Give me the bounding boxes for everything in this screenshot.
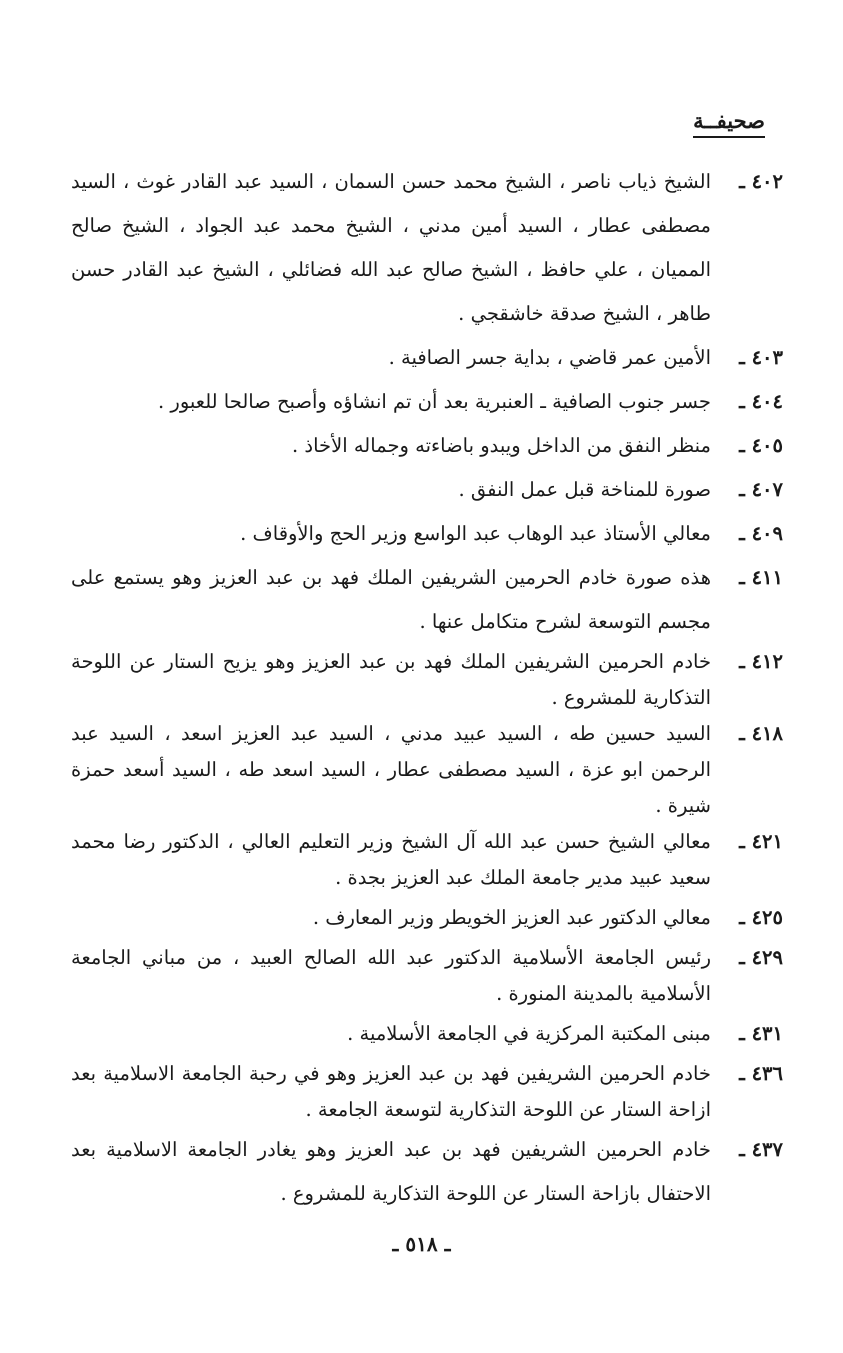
caption-entry-431 xyxy=(71,1012,783,1056)
entry-number: ٤١١ ـ xyxy=(739,566,783,589)
caption-entry-409 xyxy=(71,512,783,556)
entry-number: ٤١٨ ـ xyxy=(739,722,783,745)
entry-number: ٤٢١ ـ xyxy=(739,830,783,853)
entry-number: ٤٠٥ ـ xyxy=(739,434,783,457)
caption-entry-403 xyxy=(71,336,783,380)
caption-entry-429 xyxy=(71,940,783,1012)
caption-entry-425 xyxy=(71,896,783,940)
page-header-title: صحيفــة xyxy=(693,108,765,138)
entry-text: صورة للمناخة قبل عمل النفق . xyxy=(458,478,711,501)
caption-entry-411 xyxy=(71,556,783,644)
entry-number: ٤٠٩ ـ xyxy=(739,522,783,545)
entry-text: خادم الحرمين الشريفين فهد بن عبد العزيز وهو في رحبة الجامعة الاسلامية بعد ازاحة الستار عن اللوحة التذكارية لتوسعة الجامعة . xyxy=(71,1062,711,1121)
caption-entry-404 xyxy=(71,380,783,424)
entry-number: ٤٠٣ ـ xyxy=(739,346,783,369)
entry-text: منظر النفق من الداخل ويبدو باضاءته وجماله الأخاذ . xyxy=(292,434,711,457)
caption-entry-407 xyxy=(71,468,783,512)
entry-text: الأمين عمر قاضي ، بداية جسر الصافية . xyxy=(388,346,711,369)
entry-text: معالي الشيخ حسن عبد الله آل الشيخ وزير التعليم العالي ، الدكتور رضا محمد سعيد عبيد مدير جامعة الملك عبد العزيز بجدة . xyxy=(71,830,711,889)
caption-entry-421 xyxy=(71,824,783,896)
caption-entry-405 xyxy=(71,424,783,468)
entry-number: ٤٣٦ ـ xyxy=(739,1062,783,1085)
entry-text: الشيخ ذياب ناصر ، الشيخ محمد حسن السمان ، السيد عبد القادر غوث ، السيد مصطفى عطار ، السيد أمين مدني ، الشيخ محمد عبد الجواد ، الشيخ صالح المميان ، علي حافظ ، الشيخ صالح عبد الله فضائلي ، الشيخ عبد القادر حسن طاهر ، الشيخ صدقة خاشقجي . xyxy=(71,170,711,325)
page-number: ـ ٥١٨ ـ xyxy=(392,1232,451,1256)
entry-number: ٤٠٤ ـ xyxy=(739,390,783,413)
caption-entry-436 xyxy=(71,1056,783,1128)
entry-text: خادم الحرمين الشريفين فهد بن عبد العزيز وهو يغادر الجامعة الاسلامية بعد الاحتفال بازاحة الستار عن اللوحة التذكارية للمشروع . xyxy=(71,1138,711,1205)
entry-text: مبنى المكتبة المركزية في الجامعة الأسلامية . xyxy=(347,1022,711,1045)
entry-number: ٤٢٥ ـ xyxy=(739,906,783,929)
entry-text: خادم الحرمين الشريفين الملك فهد بن عبد العزيز وهو يزيح الستار عن اللوحة التذكارية للمشروع . xyxy=(71,650,711,709)
entry-number: ٤٢٩ ـ xyxy=(739,946,783,969)
entry-number: ٤٣١ ـ xyxy=(739,1022,783,1045)
caption-entry-402 xyxy=(71,160,783,336)
caption-entry-437 xyxy=(71,1128,783,1216)
entry-text: هذه صورة خادم الحرمين الشريفين الملك فهد بن عبد العزيز وهو يستمع على مجسم التوسعة لشرح متكامل عنها . xyxy=(71,566,711,633)
entry-text: السيد حسين طه ، السيد عبيد مدني ، السيد عبد العزيز اسعد ، السيد عبد الرحمن ابو عزة ، السيد مصطفى عطار ، السيد اسعد طه ، السيد أسعد حمزة شيرة . xyxy=(71,722,711,817)
caption-list xyxy=(71,160,783,1216)
caption-entry-418 xyxy=(71,716,783,824)
entry-text: معالي الدكتور عبد العزيز الخويطر وزير المعارف . xyxy=(312,906,711,929)
entry-number: ٤٠٧ ـ xyxy=(739,478,783,501)
entry-number: ٤٣٧ ـ xyxy=(739,1138,783,1161)
entry-number: ٤٠٢ ـ xyxy=(739,170,783,193)
entry-text: رئيس الجامعة الأسلامية الدكتور عبد الله الصالح العبيد ، من مباني الجامعة الأسلامية بالمدينة المنورة . xyxy=(71,946,711,1005)
entry-text: معالي الأستاذ عبد الوهاب عبد الواسع وزير الحج والأوقاف . xyxy=(240,522,711,545)
entry-number: ٤١٢ ـ xyxy=(739,650,783,673)
caption-entry-412 xyxy=(71,644,783,716)
entry-text: جسر جنوب الصافية ـ العنبرية بعد أن تم انشاؤه وأصبح صالحا للعبور . xyxy=(158,390,711,413)
